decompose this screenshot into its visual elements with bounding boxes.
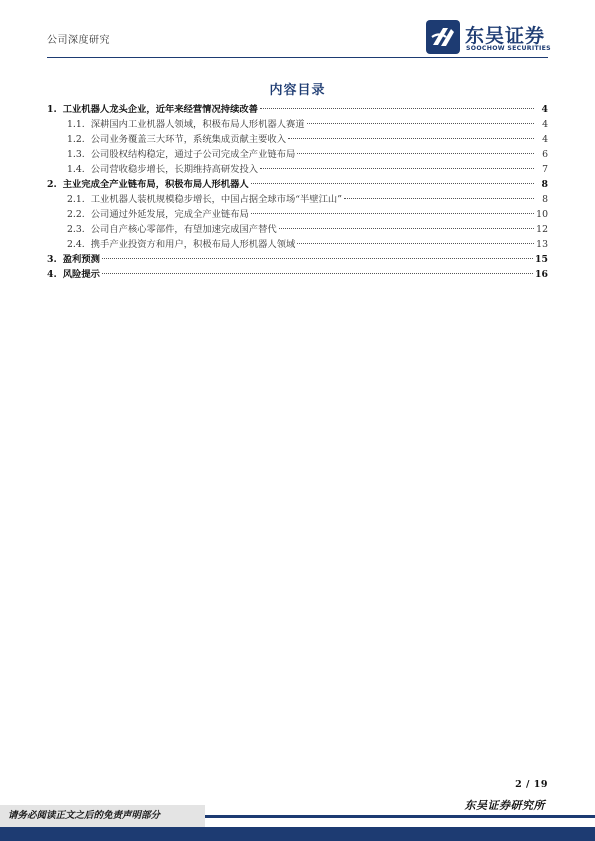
toc-entry-title: 公司业务覆盖三大环节，系统集成贡献主要收入 xyxy=(90,134,286,145)
toc-entry[interactable] xyxy=(47,117,548,132)
toc-leader-dots xyxy=(102,273,533,274)
disclaimer-notice: 请务必阅读正文之后的免责声明部分 xyxy=(0,805,205,827)
toc-entry-title: 风险提示 xyxy=(62,269,100,280)
toc-entry-number: 1.1. xyxy=(67,119,85,130)
toc-entry-title: 工业机器人龙头企业，近年来经营情况持续改善 xyxy=(62,104,258,115)
logo-english-name: SOOCHOW SECURITIES xyxy=(466,45,551,52)
toc-entry[interactable] xyxy=(47,207,548,222)
toc-entry[interactable] xyxy=(47,177,548,192)
toc-entry[interactable] xyxy=(47,267,548,282)
toc-entry-page: 4 xyxy=(542,119,548,130)
toc-entry-title: 公司自产核心零部件，有望加速完成国产替代 xyxy=(90,224,277,235)
toc-entry-page: 8 xyxy=(542,194,548,205)
toc-entry-number: 2.2. xyxy=(67,209,85,220)
toc-leader-dots xyxy=(297,153,534,154)
toc-entry-number: 1.4. xyxy=(67,164,85,175)
report-type-label: 公司深度研究 xyxy=(47,35,110,46)
logo-chinese-name: 东吴证券 xyxy=(465,25,546,47)
toc-entry[interactable] xyxy=(47,192,548,207)
toc-entry-title: 盈利预测 xyxy=(62,254,100,265)
toc-entry-page: 16 xyxy=(535,269,548,280)
toc-entry-number: 2. xyxy=(47,179,57,190)
toc-entry[interactable] xyxy=(47,147,548,162)
toc-entry-page: 4 xyxy=(542,134,548,145)
toc-leader-dots xyxy=(288,138,534,139)
toc-leader-dots xyxy=(279,228,534,229)
toc-leader-dots xyxy=(307,123,534,124)
page-indicator: 2 / 19 xyxy=(515,779,548,790)
toc-entry[interactable] xyxy=(47,237,548,252)
footer-bar xyxy=(0,827,595,841)
toc-entry-number: 1.2. xyxy=(67,134,85,145)
toc-entry[interactable] xyxy=(47,162,548,177)
toc-leader-dots xyxy=(260,108,534,109)
toc-entry[interactable] xyxy=(47,252,548,267)
toc-entry-number: 3. xyxy=(47,254,57,265)
toc-entry-number: 1. xyxy=(47,104,57,115)
toc-entry-title: 主业完成全产业链布局，积极布局人形机器人 xyxy=(62,179,249,190)
toc-entry-title: 工业机器人装机规模稳步增长，中国占据全球市场“半壁江山” xyxy=(90,194,342,205)
toc-entry-number: 2.1. xyxy=(67,194,85,205)
toc-leader-dots xyxy=(260,168,534,169)
toc-leader-dots xyxy=(297,243,534,244)
toc-entry[interactable] xyxy=(47,132,548,147)
toc-leader-dots xyxy=(251,183,534,184)
toc-entry[interactable] xyxy=(47,102,548,117)
footer-firm-name: 东吴证券研究所 xyxy=(464,799,545,812)
toc-entry-page: 15 xyxy=(535,254,548,265)
header-divider xyxy=(47,57,548,58)
table-of-contents xyxy=(47,102,548,282)
toc-entry-title: 公司股权结构稳定，通过子公司完成全产业链布局 xyxy=(90,149,296,160)
toc-entry-title: 携手产业投资方和用户，积极布局人形机器人领域 xyxy=(90,239,296,250)
toc-title: 内容目录 xyxy=(269,83,326,98)
toc-entry-title: 公司营收稳步增长，长期维持高研发投入 xyxy=(90,164,259,175)
toc-entry[interactable] xyxy=(47,222,548,237)
toc-entry-page: 8 xyxy=(541,179,548,190)
toc-entry-page: 7 xyxy=(542,164,548,175)
soochow-logo xyxy=(426,20,556,56)
toc-entry-number: 2.3. xyxy=(67,224,85,235)
toc-entry-number: 2.4. xyxy=(67,239,85,250)
toc-entry-page: 13 xyxy=(536,239,548,250)
toc-entry-title: 深耕国内工业机器人领域，积极布局人形机器人赛道 xyxy=(90,119,305,130)
toc-entry-number: 1.3. xyxy=(67,149,85,160)
toc-entry-number: 4. xyxy=(47,269,57,280)
toc-leader-dots xyxy=(102,258,533,259)
toc-entry-page: 6 xyxy=(542,149,548,160)
toc-leader-dots xyxy=(344,198,534,199)
soochow-logo-icon xyxy=(426,20,460,54)
toc-entry-page: 12 xyxy=(536,224,548,235)
toc-entry-page: 4 xyxy=(541,104,548,115)
toc-entry-page: 10 xyxy=(536,209,548,220)
toc-leader-dots xyxy=(251,213,534,214)
toc-entry-title: 公司通过外延发展，完成全产业链布局 xyxy=(90,209,249,220)
